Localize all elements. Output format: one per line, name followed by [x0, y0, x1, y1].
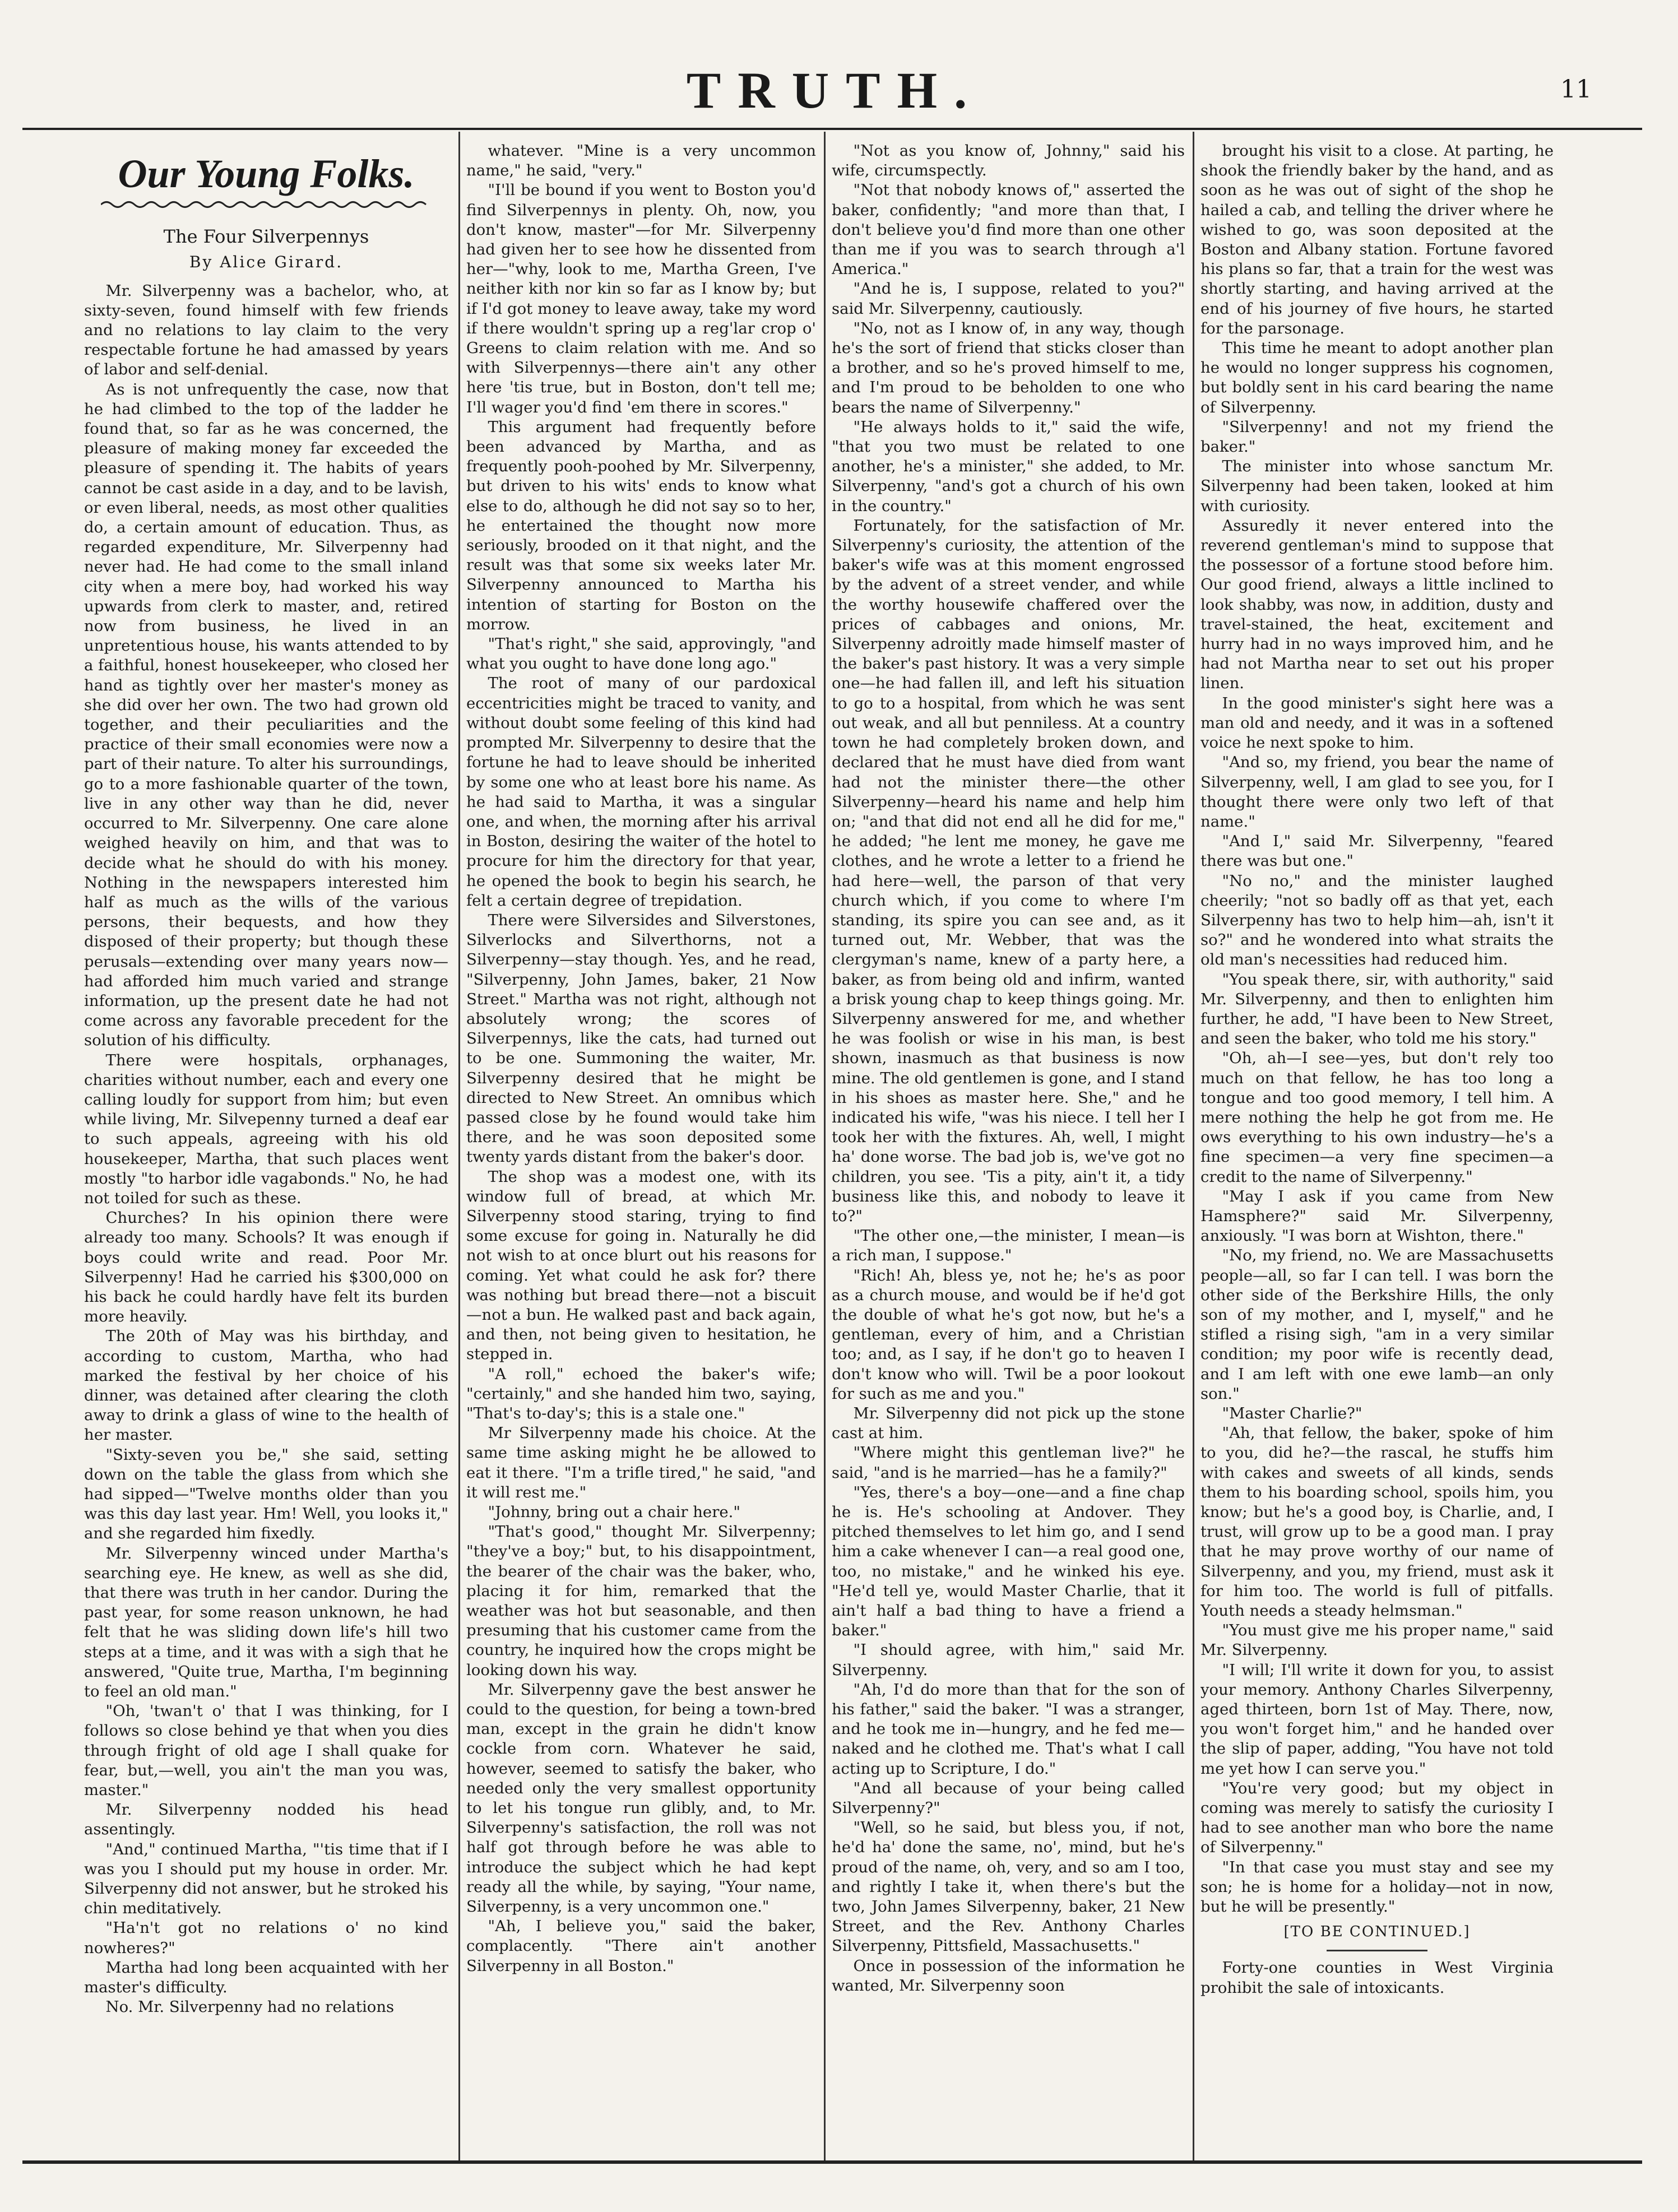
continued-notice: [TO BE CONTINUED.]	[1283, 1923, 1471, 1941]
paragraph: whatever. "Mine is a very uncommon name," he said, "very."	[466, 142, 816, 180]
page-number: 11	[1560, 75, 1592, 104]
paragraph: "No, my friend, no. We are Massachusetts people—all, so far I can tell. I was born the other side of the Berkshire Hills, the only son of my mother, and I, myself," and he stifled a rising sigh, "am in a very similar condition; my poor wife is recently dead, and I am left with one ewe lamb—an only son."	[1200, 1246, 1554, 1403]
paragraph: There were hospitals, orphanages, charities without number, each and every one calling loudly for support from him; but even while living, Mr. Silvepenny turned a deaf ear to such appeals, agreeing with his old housekeeper, Martha, that such places went mostly "to harbor idle vagabonds." No, he had not toiled for such as these.	[84, 1051, 448, 1207]
wavy-ornament	[101, 200, 432, 210]
byline: By Alice Girard.	[189, 253, 344, 272]
column-1	[84, 141, 448, 2153]
paragraph: "A roll," echoed the baker's wife; "certainly," and she handed him two, saying, "That's to-day's; this is a stale one."	[466, 1365, 816, 1422]
column-3	[832, 141, 1185, 2153]
paragraph: Churches? In his opinion there were already too many. Schools? It was enough if boys could write and read. Poor Mr. Silverpenny! Had he carried his $300,000 on his back he could hardly have felt its burden more heavily.	[84, 1209, 448, 1326]
paragraph: "And so, my friend, you bear the name of Silverpenny, well, I am glad to see you, for I thought there were only two left of that name."	[1200, 753, 1554, 831]
paragraph: The root of many of our pardoxical eccentricities might be traced to vanity, and without doubt some feeling of this kind had prompted Mr. Silverpenny to desire that the fortune he had to leave should be inherited by some one who at least bore his name. As he had said to Martha, it was a singular one, and when, the morning after his arrival in Boston, desiring the waiter of the hotel to procure for him the directory for that year, he opened the book to begin his search, he felt a certain degree of trepidation.	[466, 674, 816, 910]
column-3-text	[832, 141, 1185, 1996]
paragraph: The shop was a modest one, with its window full of bread, at which Mr. Silverpenny stood staring, trying to find some excuse for going in. Naturally he did not wish to at once blurt out his reasons for coming. Yet what could he ask for? there was nothing but bread there—not a biscuit—not a bun. He walked past and back again, and then, not being given to hesitation, he stepped in.	[466, 1167, 816, 1364]
paragraph: "Oh, ah—I see—yes, but don't rely too much on that fellow, he has too long a tongue and too good memory, I tell him. A mere nothing the help he got from me. He ows everything to his own industry—he's a fine specimen—a very fine specimen—a credit to the name of Silverpenny."	[1200, 1049, 1554, 1186]
paragraph: "I should agree, with him," said Mr. Silverpenny.	[832, 1641, 1185, 1679]
paragraph: There were Silversides and Silverstones, Silverlocks and Silverthorns, not a Silverpenny—stay though. Yes, and he read, "Silverpenny, John James, baker, 21 Now Street." Martha was not right, although not absolutely wrong; the scores of Silverpennys, like the cats, had turned out to be one. Summoning the waiter, Mr. Silverpenny desired that he might be directed to New Street. An omnibus which passed close by he found would take him there, and he was soon deposited some twenty yards distant from the baker's door.	[466, 911, 816, 1166]
paragraph: Martha had long been acquainted with her master's difficulty.	[84, 1958, 448, 1997]
paragraph: This argument had frequently before been advanced by Martha, and as frequently pooh-poohed by Mr. Silverpenny, but driven to his wits' ends to know what else to do, although he did not say so to her, he entertained the thought now more seriously, brooded on it that night, and the result was that some six weeks later Mr. Silverpenny announced to Martha his intention of starting for Boston on the morrow.	[466, 418, 816, 633]
paragraph: "And all because of your being called Silverpenny?"	[832, 1779, 1185, 1817]
column-1-text	[84, 281, 448, 2018]
paragraph: "Ah, that fellow, the baker, spoke of him to you, did he?—the rascal, he stuffs him with cakes and sweets of all kinds, sends them to his boarding school, spoils him, you know; but he's a good boy, is Charlie, and, I trust, will grow up to be a good man. I pray that he may prove worthy of our name of Silverpenny, and you, my friend, must ask it for him too. The world is full of pitfalls. Youth needs a steady helmsman."	[1200, 1424, 1554, 1620]
paragraph: "Ah, I believe you," said the baker, complacently. "There ain't another Silverpenny in all Boston."	[466, 1917, 816, 1975]
column-2-text	[466, 141, 816, 1976]
paragraph: As is not unfrequently the case, now that he had climbed to the top of the ladder he found that, so far as he was concerned, the pleasure of making money far exceeded the pleasure of spending it. The habits of years cannot be cast aside in a day, and to be lavish, or even liberal, needs, as most other qualities do, a certain amount of education. Thus, as regarded expenditure, Mr. Silverpenny had never had. He had come to the small inland city when a mere boy, had worked his way upwards from clerk to master, and, retired now from business, he lived in an unpretentious house, his wants attended to by a faithful, honest housekeeper, who closed her hand as tightly over her master's money as she did over her own. The two had grown old together, and their peculiarities and the practice of their small economies were now a part of their nature. To alter his surroundings, go to a more fashionable quarter of the town, live in any other way than he did, never occurred to Mr. Silverpenny. One care alone weighed heavily on him, and that was to decide what he should do with his money. Nothing in the newspapers interested him half as much as the wills of the various persons, their bequests, and how they disposed of their property; but though these perusals—extending over many years now—had afforded him much varied and strange information, up the present date he had not come across any favorable precedent for the solution of his difficulty.	[84, 380, 448, 1050]
paragraph: "You're very good; but my object in coming was merely to satisfy the curiosity I had to see another man who bore the name of Silverpenny."	[1200, 1779, 1554, 1857]
paragraph: Once in possession of the information he wanted, Mr. Silverpenny soon	[832, 1956, 1185, 1995]
paragraph: "You must give me his proper name," said Mr. Silverpenny.	[1200, 1621, 1554, 1659]
paragraph: "And I," said Mr. Silverpenny, "feared there was but one."	[1200, 832, 1554, 870]
paragraph: Assuredly it never entered into the reverend gentleman's mind to suppose that the possessor of a fortune stood before him. Our good friend, always a little inclined to look shabby, was now, in addition, dusty and travel-stained, the heat, excitement and hurry had in no ways improved him, and he had not Martha near to set out his proper linen.	[1200, 516, 1554, 693]
paragraph: "He always holds to it," said the wife, "that you two must be related to one another, he's a minister," she added, to Mr. Silverpenny, "and's got a church of his own in the country."	[832, 418, 1185, 515]
column-rule	[458, 132, 460, 2160]
section-heading: Our Young Folks.	[118, 151, 415, 196]
paragraph: "No no," and the minister laughed cheerily; "not so badly off as that yet, each Silverpenny has two to help him—ah, isn't it so?" and he wondered into what straits the old man's necessities had reduced him.	[1200, 871, 1554, 969]
paragraph: No. Mr. Silverpenny had no relations	[105, 1998, 395, 2016]
bottom-rule	[22, 2160, 1642, 2164]
paragraph: "Silverpenny! and not my friend the baker."	[1200, 418, 1554, 456]
paragraph: "Ha'n't got no relations o' no kind nowheres?"	[84, 1919, 448, 1957]
paragraph: "Master Charlie?"	[1222, 1404, 1362, 1422]
paragraph: "Rich! Ah, bless ye, not he; he's as poor as a church mouse, and would be if he'd got the double of what he's got now, but he's a gentleman, every of him, and a Christian too; and, as I say, if he don't go to heaven I don't know who will. Twil be a poor lookout for such as me and you."	[832, 1266, 1185, 1403]
paragraph: This time he meant to adopt another plan he would no longer suppress his cognomen, but boldly sent in his card bearing the name of Silverpenny.	[1200, 339, 1554, 416]
paragraph: "That's right," she said, approvingly, "and what you ought to have done long ago."	[466, 635, 816, 673]
masthead-title: TRUTH.	[686, 62, 984, 119]
paragraph: "Not as you know of, Johnny," said his wife, circumspectly.	[832, 142, 1185, 180]
paragraph: Mr. Silverpenny was a bachelor, who, at sixty-seven, found himself with few friends and no relations to lay claim to the very respectable fortune he had amassed by years of labor and self-denial.	[84, 281, 448, 379]
paragraph: "Ah, I'd do more than that for the son of his father," said the baker. "I was a stranger, and he took me in—hungry, and he fed me—naked and he clothed me. That's what I call acting up to Scripture, I do."	[832, 1680, 1185, 1778]
paragraph: "Yes, there's a boy—one—and a fine chap he is. He's schooling at Andover. They pitched themselves to let him go, and I send him a cake whenever I can—a real good one, too, no mistake," and he winked his eye. "He'd tell ye, would Master Charlie, that it ain't half a bad thing to have a friend a baker."	[832, 1483, 1185, 1640]
paragraph: The minister into whose sanctum Mr. Silverpenny had been taken, looked at him with curiosity.	[1200, 457, 1554, 515]
column-4-text	[1200, 141, 1554, 1917]
top-rule	[22, 128, 1642, 130]
column-4	[1200, 141, 1554, 2153]
short-rule	[1327, 1950, 1427, 1951]
masthead	[0, 50, 1678, 129]
paragraph: The 20th of May was his birthday, and according to custom, Martha, who had marked the festival by her choice of his dinner, was detained after clearing the cloth away to drink a glass of wine to the health of her master.	[84, 1327, 448, 1444]
column-rule	[824, 132, 826, 2160]
paragraph: "I'll be bound if you went to Boston you'd find Silverpennys in plenty. Oh, now, you don't know, master"—for Mr. Silverpenny had given her to see how he dissented from her—"why, look to me, Martha Green, I've neither kith nor kin so far as I know by; but if I'd got money to leave away, take my word if there wouldn't spring up a reg'lar crop o' Greens to claim relation with me. And so with Silverpennys—there ain't any other here 'tis true, but in Boston, don't tell me; I'll wager you'd find 'em there in scores."	[466, 181, 816, 416]
paragraph: "May I ask if you came from New Hamsphere?" said Mr. Silverpenny, anxiously. "I was born at Wishton, there."	[1200, 1187, 1554, 1245]
story-title: The Four Silverpennys	[163, 226, 369, 248]
paragraph: "Oh, 'twan't o' that I was thinking, for I follows so close behind ye that when you dies through fright of old age I shall quake for fear, but,—well, you ain't the man you was, master."	[84, 1702, 448, 1800]
paragraph: "And," continued Martha, "'tis time that if I was you I should put my house in order. Mr. Silverpenny did not answer, but he stroked his chin meditatively.	[84, 1840, 448, 1918]
paragraph: "That's good," thought Mr. Silverpenny; "they've a boy;" but, to his disappointment, the bearer of the chair was the baker, who, placing it for him, remarked that the weather was hot but seasonable, and then presuming that his customer came from the country, he inquired how the crops might be looking down his way.	[466, 1523, 816, 1679]
paragraph: In the good minister's sight here was a man old and needy, and it was in a softened voice he next spoke to him.	[1200, 694, 1554, 752]
paragraph: Mr. Silverpenny winced under Martha's searching eye. He knew, as well as she did, that there was truth in her candor. During the past year, for some reason unknown, he had felt that he was sliding down life's hill two steps at a time, and it was with a sigh that he answered, "Quite true, Martha, I'm beginning to feel an old man."	[84, 1544, 448, 1701]
paragraph: "I will; I'll write it down for you, to assist your memory. Anthony Charles Silverpenny, aged thirteen, born 1st of May. There, now, you won't forget him," and he handed over the slip of paper, adding, "You have not told me yet how I can serve you."	[1200, 1661, 1554, 1778]
paragraph: "Johnny, bring out a chair here."	[488, 1503, 741, 1522]
paragraph: "Sixty-seven you be," she said, setting down on the table the glass from which she had sipped—"Twelve months older than you was this day last year. Hm! Well, you looks it," and she regarded him fixedly.	[84, 1445, 448, 1543]
paragraph: Mr. Silverpenny nodded his head assentingly.	[84, 1801, 448, 1839]
paragraph: "You speak there, sir, with authority," said Mr. Silverpenny, and then to enlighten him further, he add, "I have been to New Street, and seen the baker, who told me his story."	[1200, 970, 1554, 1048]
paragraph: "The other one,—the minister, I mean—is a rich man, I suppose."	[832, 1227, 1185, 1265]
paragraph: Mr. Silverpenny gave the best answer he could to the question, for being a town-bred man, except in the grain he didn't know cockle from corn. Whatever he said, however, seemed to satisfy the baker, who needed only the very smallest opportunity to let his tongue run glibly, and, to Mr. Silverpenny's satisfaction, the roll was not half got through before he was able to introduce the subject which he had kept ready all the while, by saying, "Your name, Silverpenny, is a very uncommon one."	[466, 1680, 816, 1916]
paragraph: "And he is, I suppose, related to you?" said Mr. Silverpenny, cautiously.	[832, 280, 1185, 318]
paragraph: Fortunately, for the satisfaction of Mr. Silverpenny's curiosity, the attention of the baker's wife was at this moment engrossed by the advent of a street vender, and while the worthy housewife chaffered over the prices of cabbages and onions, Mr. Silverpenny adroitly made himself master of the baker's past history. It was a very simple one—he had fallen ill, and left his situation to go to a hospital, from which he was sent out weak, and all but penniless. At a country town he had completely broken down, and declared that he must have died from want had not the minister there—the other Silverpenny—heard his name and help him on; "and that did not end all he did for me," he added; "he lent me money, he gave me clothes, and he wrote a letter to a friend he had here—well, the parson of that very church which, if you come to where I'm standing, its spire you can see and, as it turned out, Mr. Webber, that was the clergyman's name, knew of a party here, a baker, as from being old and infirm, wanted a brisk young chap to keep things going. Mr. Silverpenny answered for me, and whether he was foolish or wise in his man, is best shown, inasmuch as that business is now mine. The old gentlemen is gone, and I stand in his shoes as master here. She," and he indicated his wife, "was his niece. I tell her I took her with the fixtures. Ah, well, I might ha' done worse. The bad job is, we've got no children, you see. 'Tis a pity, ain't it, a tidy business like this, and nobody to leave it to?"	[832, 516, 1185, 1225]
news-note: Forty-one counties in West Virginia prohibit the sale of intoxicants.	[1200, 1959, 1554, 1997]
paragraph: "In that case you must stay and see my son; he is home for a holiday—not in now, but he will be presently."	[1200, 1858, 1554, 1916]
paragraph: Mr Silverpenny made his choice. At the same time asking might he be allowed to eat it there. "I'm a trifle tired," he said, "and it will rest me."	[466, 1424, 816, 1501]
paragraph: "Well, so he said, but bless you, if not, he'd ha' done the same, no', mind, but he's proud of the name, oh, very, and so am I too, and rightly I take it, when there's but the two, John James Silverpenny, baker, 21 New Street, and the Rev. Anthony Charles Silverpenny, Pittsfield, Massachusetts."	[832, 1819, 1185, 1955]
column-rule	[1193, 132, 1194, 2160]
paragraph: "Where might this gentleman live?" he said, "and is he married—has he a family?"	[832, 1444, 1185, 1482]
paragraph: "No, not as I know of, in any way, though he's the sort of friend that sticks closer than a brother, and so he's proved himself to me, and I'm proud to be beholden to one who bears the name of Silverpenny."	[832, 319, 1185, 416]
paragraph: Mr. Silverpenny did not pick up the stone cast at him.	[832, 1404, 1185, 1443]
paragraph: brought his visit to a close. At parting, he shook the friendly baker by the hand, and as soon as he was out of sight of the shop he hailed a cab, and telling the driver where he wished to go, was soon deposited at the Boston and Albany station. Fortune favored his plans so far, that a train for the west was shortly starting, and having arrived at the end of his journey of five hours, he started for the parsonage.	[1200, 142, 1554, 337]
paragraph: "Not that nobody knows of," asserted the baker, confidently; "and more than that, I don't believe you'd find more than one other than me if you was to search through a'l America."	[832, 181, 1185, 279]
column-2	[466, 141, 816, 2153]
